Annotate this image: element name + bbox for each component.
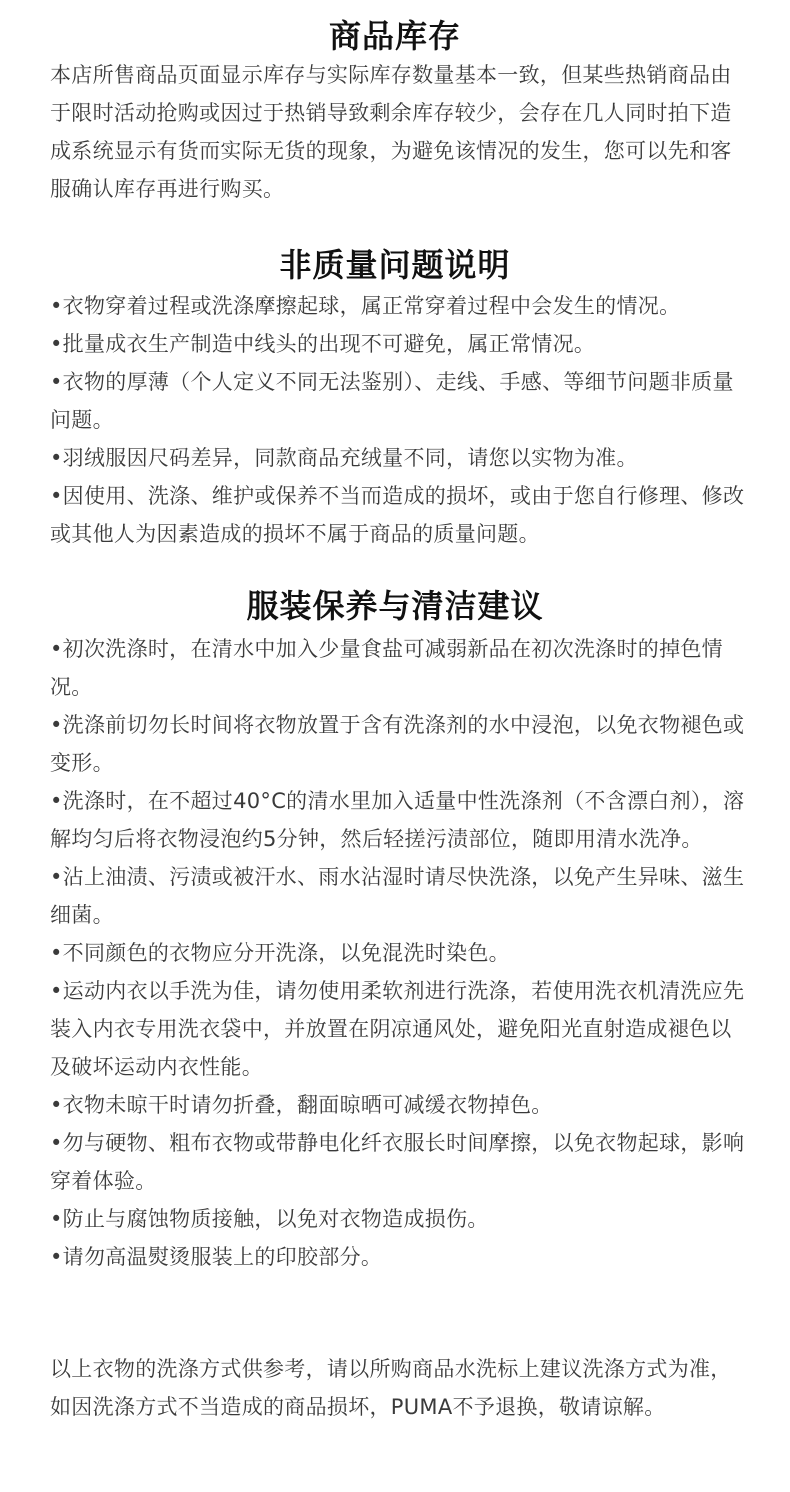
list-item: •因使用、洗涤、维护或保养不当而造成的损坏，或由于您自行修理、修改或其他人为因素造成的损坏不属于商品的质量问题。: [50, 484, 745, 546]
list-item: •衣物未晾干时请勿折叠，翻面晾晒可减缓衣物掉色。: [50, 1093, 553, 1117]
list-item: •不同颜色的衣物应分开洗涤，以免混洗时染色。: [50, 941, 510, 965]
list-item: •运动内衣以手洗为佳，请勿使用柔软剂进行洗涤，若使用洗衣机清洗应先装入内衣专用洗衣袋中，并放置在阴凉通风处，避免阳光直射造成褪色以及破坏运动内衣性能。: [50, 979, 745, 1079]
list-item: •防止与腐蚀物质接触，以免对衣物造成损伤。: [50, 1207, 489, 1231]
washing-disclaimer: 以上衣物的洗涤方式供参考，请以所购商品水洗标上建议洗涤方式为准，如因洗涤方式不当造成的商品损坏，PUMA不予退换，敬请谅解。: [50, 1357, 732, 1419]
list-item: •请勿高温熨烫服装上的印胶部分。: [50, 1245, 383, 1269]
care-section-title: 服装保养与清洁建议: [246, 587, 544, 625]
list-item: •初次洗涤时，在清水中加入少量食盐可减弱新品在初次洗涤时的掉色情况。: [50, 637, 723, 699]
quality-section-title: 非质量问题说明: [279, 246, 511, 284]
care-section-list: [50, 630, 750, 1276]
list-item: •洗涤前切勿长时间将衣物放置于含有洗涤剂的水中浸泡，以免衣物褪色或变形。: [50, 713, 745, 775]
list-item: •批量成衣生产制造中线头的出现不可避免，属正常情况。: [50, 332, 596, 356]
list-item: •羽绒服因尺码差异，同款商品充绒量不同，请您以实物为准。: [50, 446, 638, 470]
list-item: •衣物的厚薄（个人定义不同无法鉴别）、走线、手感、等细节问题非质量问题。: [50, 370, 734, 432]
stock-section-title: 商品库存: [328, 17, 461, 55]
list-item: •勿与硬物、粗布衣物或带静电化纤衣服长时间摩擦，以免衣物起球，影响穿着体验。: [50, 1131, 745, 1193]
stock-section-body: 本店所售商品页面显示库存与实际库存数量基本一致，但某些热销商品由于限时活动抢购或因过于热销导致剩余库存较少，会存在几人同时拍下造成系统显示有货而实际无货的现象，为避免该情况的发生，您可以先和客服确认库存再进行购买。: [50, 63, 732, 201]
list-item: •洗涤时，在不超过40°C的清水里加入适量中性洗涤剂（不含漂白剂），溶解均匀后将衣物浸泡约5分钟，然后轻搓污渍部位，随即用清水洗净。: [50, 789, 745, 851]
list-item: •沾上油渍、污渍或被汗水、雨水沾湿时请尽快洗涤，以免产生异味、滋生细菌。: [50, 865, 745, 927]
quality-section-list: [50, 287, 750, 553]
list-item: •衣物穿着过程或洗涤摩擦起球，属正常穿着过程中会发生的情况。: [50, 294, 681, 318]
